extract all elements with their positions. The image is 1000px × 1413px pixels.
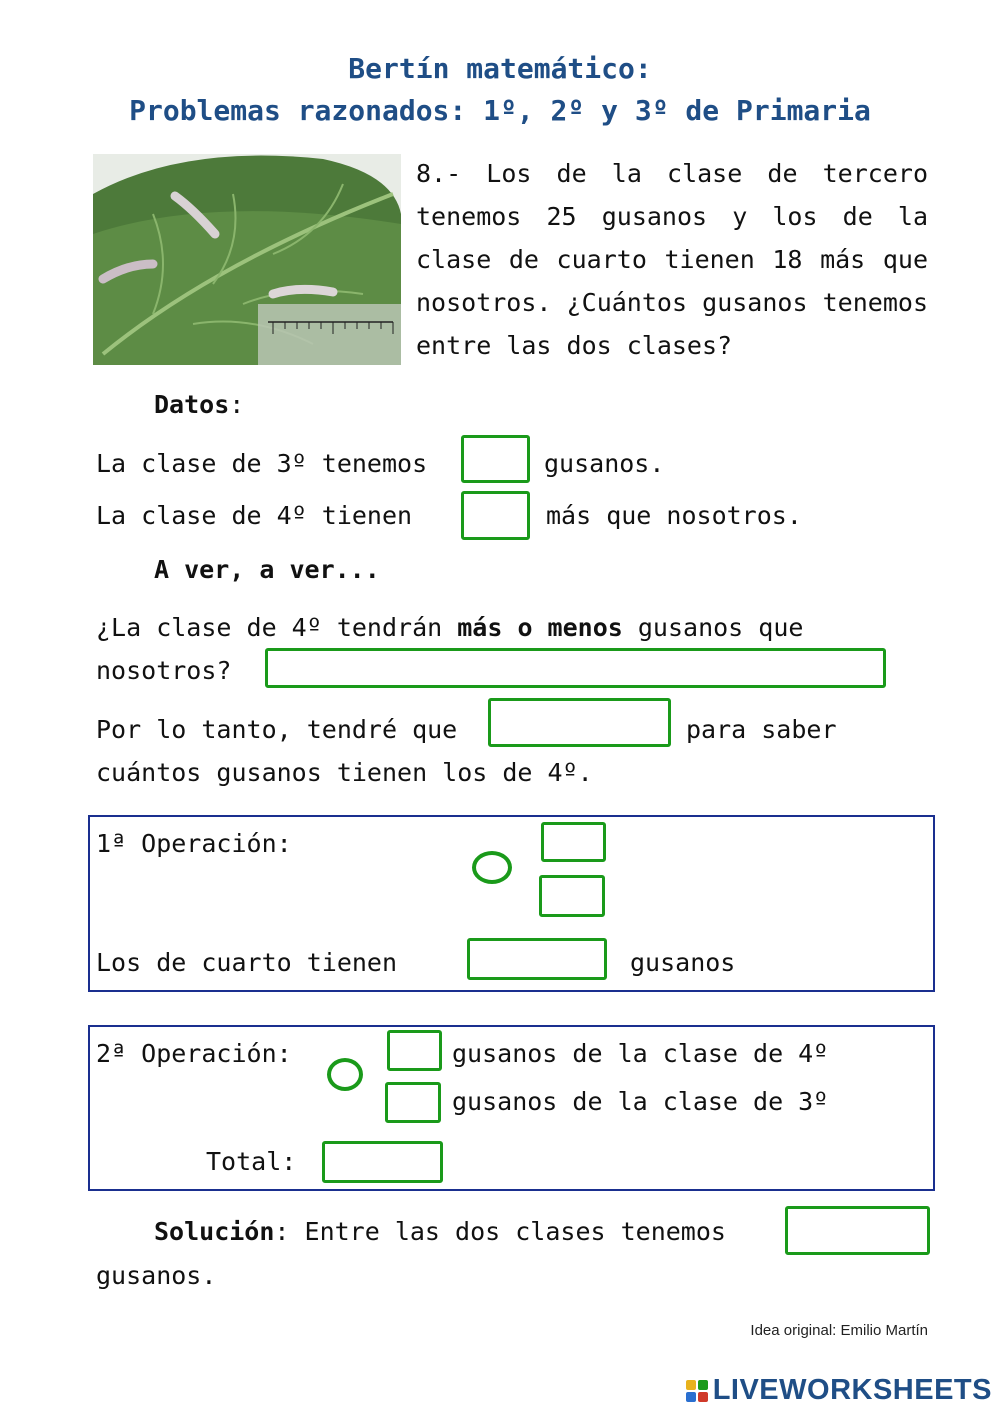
operation2-total-box[interactable] [322,1141,443,1183]
datos-line1-suffix: gusanos. [544,449,665,478]
operation2-total-label: Total: [206,1147,297,1176]
worksheet-title: Bertín matemático: [348,52,652,85]
operation2-label: 2ª Operación: [96,1039,292,1068]
question-operation-suffix: para saber [686,715,837,744]
liveworksheets-logo-icon [685,1379,711,1403]
liveworksheets-brand: LIVEWORKSHEETS [685,1374,992,1407]
operation2-row1-label: gusanos de la clase de 4º [452,1039,829,1068]
answer-box-extra-count[interactable] [461,491,530,540]
operation1-label: 1ª Operación: [96,829,292,858]
solution-line1: Solución: Entre las dos clases tenemos [154,1217,726,1246]
aver-heading: A ver, a ver... [154,555,380,584]
answer-box-more-or-less[interactable] [265,648,886,688]
question-more-or-less-line2: nosotros? [96,656,232,685]
operation1-result-suffix: gusanos [630,948,736,977]
datos-line1-prefix: La clase de 3º tenemos [96,449,428,478]
datos-line2-prefix: La clase de 4º tienen [96,501,413,530]
answer-box-operation-type[interactable] [488,698,671,747]
operation2-sign-circle[interactable] [327,1058,363,1091]
question-operation-line2: cuántos gusanos tienen los de 4º. [96,758,593,787]
solution-line2: gusanos. [96,1261,217,1290]
silkworm-photo [93,154,401,365]
datos-heading: Datos: [154,390,245,419]
credit-text: Idea original: Emilio Martín [750,1322,928,1339]
operation2-row2-label: gusanos de la clase de 3º [452,1087,829,1116]
worksheet-subtitle: Problemas razonados: 1º, 2º y 3º de Primaria [129,94,871,127]
answer-box-3rd-class-count[interactable] [461,435,530,483]
question-more-or-less: ¿La clase de 4º tendrán más o menos gusanos que [96,613,804,642]
solution-answer-box[interactable] [785,1206,930,1255]
operation1-result-box[interactable] [467,938,607,980]
operation1-result-prefix: Los de cuarto tienen [96,948,398,977]
operation1-sign-circle[interactable] [472,851,512,884]
problem-statement: 8.- Los de la clase de tercero tenemos 25 gusanos y los de la clase de cuarto tienen 18 más que nosotros. ¿Cuántos gusanos tenemos entre las dos clases? [416,159,928,360]
datos-line2-suffix: más que nosotros. [546,501,802,530]
operation1-number1-box[interactable] [541,822,606,862]
operation1-number2-box[interactable] [539,875,605,917]
operation2-number1-box[interactable] [387,1030,442,1071]
operation2-number2-box[interactable] [385,1082,441,1123]
question-operation-prefix: Por lo tanto, tendré que [96,715,458,744]
